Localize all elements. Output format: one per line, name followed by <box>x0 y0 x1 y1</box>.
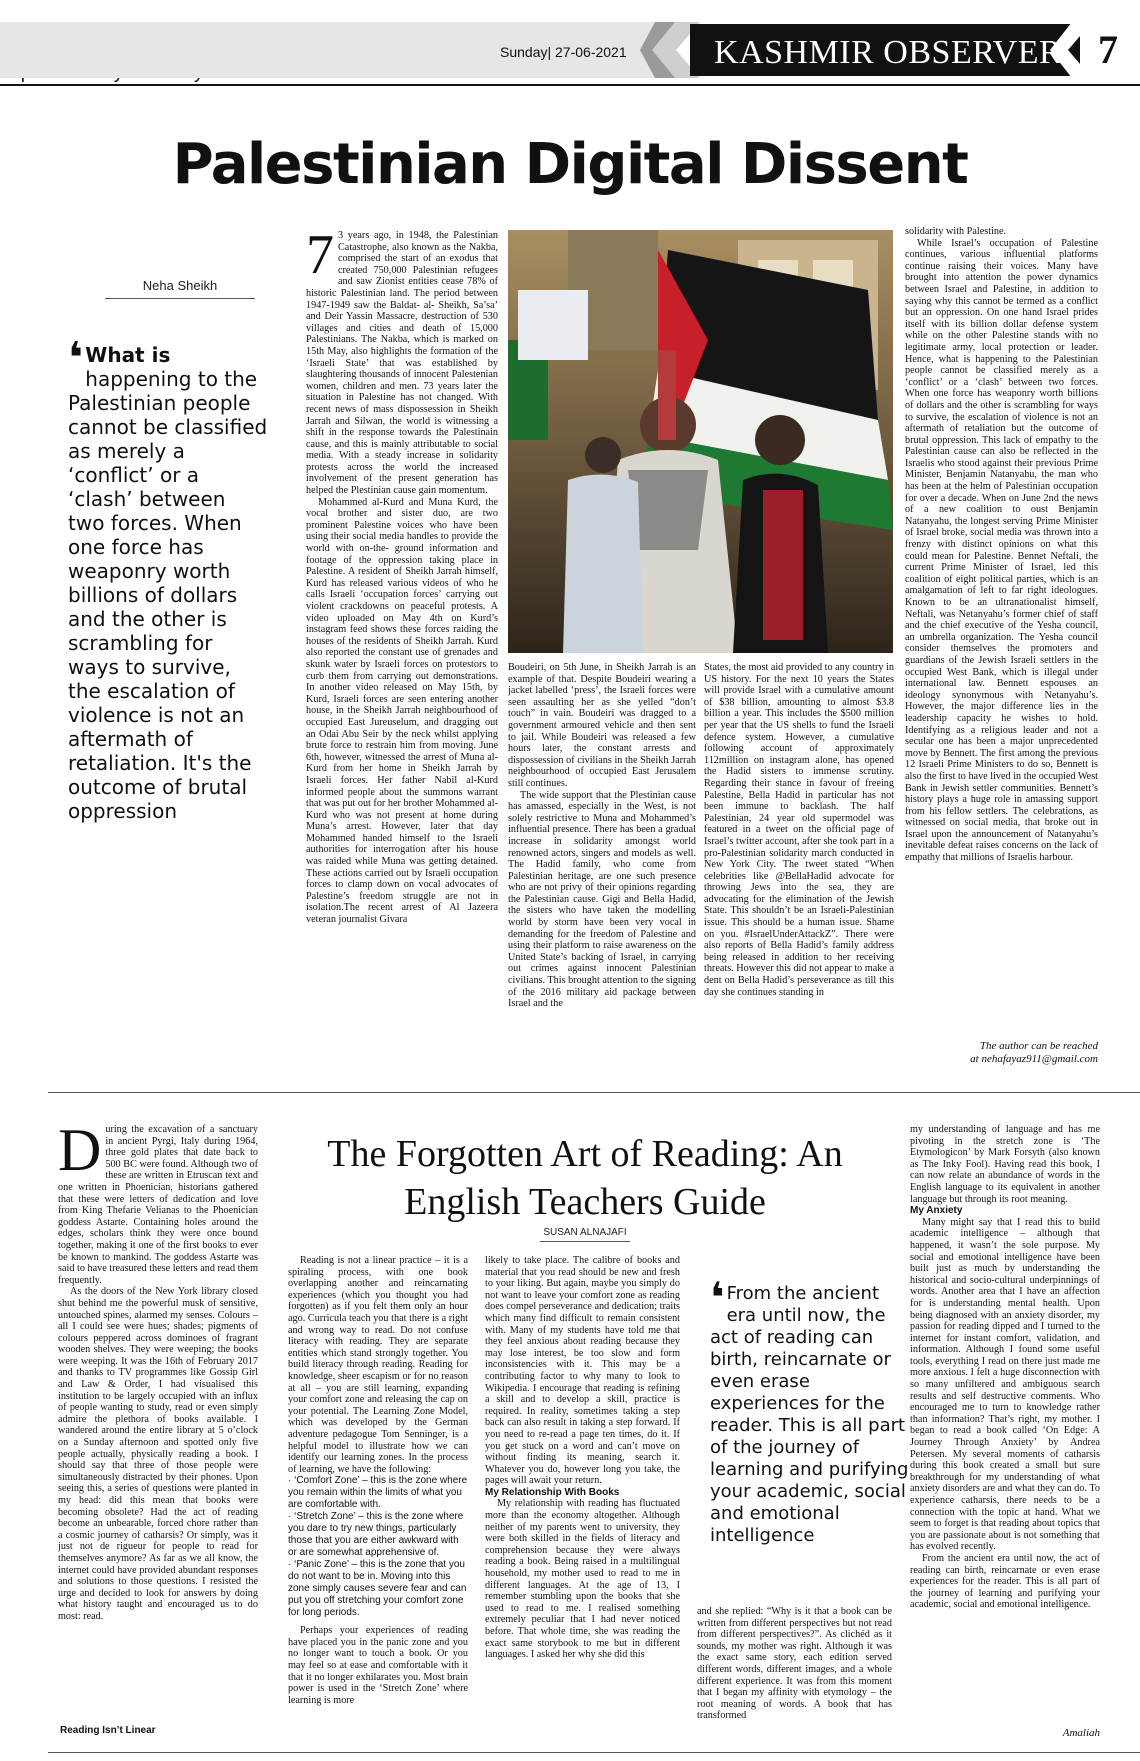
article-divider <box>48 1092 1140 1093</box>
article1-author-contact: The author can be reached at nehafayaz911@gmail.com <box>970 1040 1098 1065</box>
quote-mark-icon: ❛ <box>68 333 84 384</box>
page-header <box>0 22 1140 84</box>
article2-headline: The Forgotten Art of Reading: An English Teachers Guide <box>327 1133 843 1223</box>
issue-date: Sunday| 27-06-2021 <box>500 44 627 60</box>
article1-column-1: 7 3 years ago, in 1948, the Palestinian Catastrophe, also known as the Nakba, comprised the start of an exodus that created 750,000 Palestinian refugees and saw Zionist entities cease 78% of historic Palestinian land. The period between 1947-1949 saw the Baldat- al- Sheikh, Sa’sa’ and Deir Yassin Massacre, destruction of 530 villages and cities and death of 15,000 Palestinians. The Nakba, which is marked on 15th May, also highlights the formation of the ‘Israeli State’ that was established by slaughtering thousands of innocent Palestenian women, children and men. 73 years later the situation in Palestine has not changed. With recent news of mass dispossession in Sheikh Jarrah and Silwan, the world is witnessing a shift in the response towards the Palestinain cause, and this is mainly attributable to social media. With a steady increase in solidarity protests across the world the increased involvement of the present generation has helped the Plestinian cause gain momentum. Mohammed al-Kurd and Muna Kurd, the vocal brother and sister duo, are two prominent Palestine voices who have been using their social media handles to provide the world with on-the- ground information and footage of the oppression taking place in Palestine. A resident of Sheikh Jarrah himself, Kurd has released various videos of who he calls Israeli ‘occupation forces’ carrying out violent crackdowns on peaceful protests. A video uploaded on May 4th on Kurd’s instagram feed shows these forces raiding the houses of the residents of Sheikh Jarrah. Kurd also reported the constant use of grenades and skunk water by Israeli forces on protestors to curb them from carrying out demonstrations. In another video released on May 15th, by Kurd, Israeli forces are seen entering another house, in the Sheikh Jarrah neighbourhood of occupied East Jureuselum, and dragging out an Odai Abu Seir by the neck whilst applying brute force to restrain him from moving. June 6th, however, witnessed the arrest of Muna al-Kurd from her home in Sheikh Jarrah by Israeli forces. Her father Nabil al-Kurd informed people about the summons warrant that was put out for her brother Mohammed al-Kurd who was not present at home during Muna’s arrest. However, later that day Mohammed handed himself to the Israeli authorities for interrogation after his house was raided while Muna was getting detained. These actions carried out by Israeli occupation forces to clamp down on vocal advocates of Palestine’s freedom struggle are not in isolation.The recent arrest of Al Jazeera veteran journalist Givara <box>306 230 498 926</box>
drop-cap: 7 <box>306 230 334 286</box>
page-number: 7 <box>1098 27 1118 72</box>
byline-rule <box>105 298 255 299</box>
article2-source: Amaliah <box>1062 1727 1100 1739</box>
masthead: KASHMIR OBSERVER <box>714 34 1063 71</box>
subhead-anxiety: My Anxiety <box>910 1205 963 1217</box>
article2-pullquote: ❛ From the ancient era until now, the act of reading can birth, reincarnate or even erase experiences for the reader. This is all part of the journey of learning and purifying your academic, social and emotional intelligence <box>710 1273 909 1546</box>
article1-column-2: Boudeiri, on 5th June, in Sheikh Jarrah is an example of that. Despite Boudeiri wearing a jacket labelled ‘press’, the Israeli forces were seen assaulting her as she yelled “don’t touch” in vain. Boudeiri was dragged to a government armoured vehicle and then sent to jail. While Boudeiri was released a few hours later, the constant arrests and dispossession of civilians in the Sheikh Jarrah neighbourhood of occupied East Jerusalem still continues. The wide support that the Plestinian cause has amassed, especially in the West, is not solely restrictive to Muna and Mohammed’s influential presence. There has been a gradual increase in solidarity amongst world renowned actors, singers and models as well. The Hadid family, who come from Palestinian heritage, are one such presence who are not privy of their opinions regarding the Palestinian cause. Gigi and Bella Hadid, the sisters who have taken the modelling world by storm have been very vocal in demanding for the freedom of Palestine and using their platform to raise awareness on the United State’s backing of Israel, in carrying out crimes against innocent Palestinian civilians. This brought attention to the signing of the 2016 military aid package between Israel and the <box>508 662 696 1010</box>
article2-column-5: my understanding of language and has me pivoting in the stretch zone is ‘The Etymologicon’ by Mark Forsyth (also known as The Inky Fool). Having read this book, I can now relate an abundance of words in the English language to its equivalent in another language but through its root meaning. My Anxiety Many might say that I read this to build academic intelligence – although that happened, it wasn’t the sole purpose. My social and emotional intelligence have been built just as much by understanding the historical and socio-cultural underpinnings of words. Another area that I have an affection for is understanding mental health. Upon being diagnosed with an anxiety disorder, my passion for reading dipped and I turned to the internet for instant comfort, validation, and information. Although I found some useful tools, everything I read on there just made me more anxious. I felt a huge disconnection with so many unfiltered and ambiguous search results and self destructive comments. Who encouraged me to turn to knowledge rather than information? That’s right, my mother. I began to read a book called ‘On Edge: A Journey Through Anxiety’ by Andrea Petersen. My several moments of catharsis during this book created a small but sure breakthrough for my understanding of what anxiety disorders are and what they can do. To experience catharsis, there needs to be a connection with the topic at hand. What we seem to forget is that reading about topics that you are passionate about is not something that has evolved recently. From the ancient era until now, the act of reading can birth, reincarnate or even erase experiences for the reader. This is all part of the journey of learning and purifying your academic, social and emotional intelligence. <box>910 1124 1100 1611</box>
article2-column-4: and she replied: “Why is it that a book can be written from different perspectives but not read from different perspectives?”. As clichéd as it sounds, my mother was right. Although it was the exact same story, each edition served different words, different images, and a whole different experience. It was from this moment that I began my affinity with etymology – the root meaning of words. A book that has transformed <box>697 1606 892 1722</box>
subhead-reading: Reading Isn’t Linear <box>60 1725 156 1736</box>
quote-mark-icon: ❛ <box>710 1273 725 1322</box>
article1-column-3: States, the most aid provided to any country in US history. For the next 10 years the States will provide Israel with a cumulative amount of $38 billion, amounting to almost $3.8 billion a year. This includes the $500 million per year that the US shells to fund the Israeli defence system. However, a cumulative following account of approximately 112million on instagram alone, has opened the Hadid sisters to immense scrutiny. Regarding their stance in favour of freeing Palestine, Bella Hadid in particular has not been immune to backlash. The half Palestinian, 24 year old supermodel was featured in a tweet on the official page of Israel’s twitter account, after she took part in a pro-Palestinian solidarity march conducted in New York City. The tweet stated “When celebrities like @BellaHadid advocate for throwing Jews into the sea, they are advocating for the elimination of the Jewish State. This shouldn’t be an Israeli-Palestinian issue. This should be a human issue. Shame on you. #IsraelUnderAttackZ”. There were also reports of Bella Hadid’s family address being released in addition to her receiving threats. However this did not appear to make a dent on Bella Hadid’s perseverance as till this day she continues standing in <box>704 662 894 998</box>
article1-byline: Neha Sheikh <box>142 278 218 293</box>
article1-pullquote: ❛ What is happening to the Palestinian people cannot be classified as merely a ‘conflict’ or a ‘clash’ between two forces. When one force has weaponry worth billions of dollars and the other is scrambling for ways to survive, the escalation of violence is not an aftermath of retaliation. It's the outcome of brutal oppression <box>68 333 268 823</box>
drop-cap: D <box>58 1124 102 1183</box>
article2-column-1: During the excavation of a sanctuary in ancient Pyrgi, Italy during 1964, three gold plates that date back to 500 BC were found. Although two of these are written in Etruscan text and one written in Phoenician, historians gathered that these were letters of dedication and love from King Thefarie Velianas to the Phoenician goddess Astarte. Containing holes around the edges, scholars think they were once bound together, making it one of the first books to ever be known to mankind. The goddess Astarte was said to have treasured these letters and read them frequently. As the doors of the New York library closed shut behind me the powerful musk of sensitive, untouched spines, alarmed my senses. Colours – all I could see were hues; shades; pigments of colours peppered across dominoes of fragrant wooden shelves. They were weeping; the books were weeping. It was the 16th of February 2017 and thanks to TV programmes like Gossip Girl and Law & Order, I had visualised this institution to be largely occupied with an influx of people wanting to study, read or even simply admire the plethora of books available. I wandered around the entire library at 5 o’clock on a Sunday afternoon and spotted only five people actually, physically reading a book. I should say that three of those people were simultaneously distracted by their phones. Upon seeing this, a series of questions were planted in my head: did this mean that books were becoming obsolete? Had the act of reading become an unbearable, forced chore rather than a cosmic journey of catharsis? Or simply, was it just not de rigueur for people to read for themselves anymore? As far as we all know, the internet could have provided abundant responses and solutions to those questions. I resisted the urge and decided to look for answers by doing what history taught and encouraged us to do most: read. <box>58 1124 258 1622</box>
article2-byline: SUSAN ALNAJAFI <box>543 1227 627 1238</box>
article1-column-4: solidarity with Palestine. While Israel’s occupation of Palestine continues, various influential platforms continue raising their voices. Many have brought into attention the power dynamics between Israel and Palestine, in addition to saying why this cannot be termed as a conflict but an oppression. On one hand Israel prides itself with its billion dollar defense system while on the other Palestine stands with no legitimate army, local protection or leader. Hence, what is happening to the Palestinian people cannot be classified merely as a ‘conflict’ or a ‘clash’ between two forces. When one force has weaponry worth billions of dollars and the other is scrambling for ways to survive, the escalation of violence is not an aftermath of retaliation but the outcome of brutal oppression. This lack of empathy to the Palestinian cause can also be reflected in the Israelis who stood against their previous Prime Minister, Benjamin Natanyahu, the man who has been at the helm of Palestinian occupation for over a decade. When on June 2nd the news of a new coalition to oust Benjamin Natanyahu, the longest serving Prime Minister of Israel broke, social media was thrown into a frenzy with distinct opinions on what this could mean for Palestine. Bennet Neftali, the current Prime Minister of Israel, led this coalition of eight political parties, which is an amalgamation of left to far right ideologues. Known to be an ultranationalist himself, Neftali, was Netanyahu’s former chief of staff and the chief executive of the Yesha council, an umbrella organization. The Yesha council consider themselves the promoters and guardians of the Jewish Israeli settlers in the occupied West Bank, which is illegal under international law. Bennett espouses an ideology synonymous with Netanyahu’s. However, the major difference lies in the leadership capacity he wishes to hold. Identifying as a religious leader and not a secular one has been a major unprecedented move by Bennett. The first among the previous 12 Israeli Prime Ministers to do so, Bennett is also the first to have lived in the occupied West Bank in Jewish settler communities. Bennett’s history plays a huge role in amassing support from his fellow settlers. The celebrations, as witnessed on social media, that broke out in Israel upon the announcement of Natanyahu’s inevitable defeat raises concerns on the lack of empathy that millions of Israelis harbour. <box>905 226 1098 864</box>
article1-headline: Palestinian Digital Dissent <box>172 132 968 197</box>
protest-photo <box>508 230 893 653</box>
footer-divider <box>48 1752 1140 1753</box>
article2-column-3: likely to take place. The calibre of books and material that you read should be new and fresh to your liking. But again, maybe you simply do not want to leave your comfort zone as reading does compel perseverance and dedication; traits which many find difficult to remain consistent with. Many of my students have told me that they feel anxious about reading because they may lose interest, be too slow and form inconsistencies with it. This may be a contributing factor to why many to look to Wikipedia. I encourage that reading is refining a skill and to develop a skill, practice is required. In reality, sometimes taking a step back can also result in taking a step forward. If you need to re-read a page ten times, do it. If you get stuck on a word and can’t move on without finding its meaning, search it. Whatever you do, however long you take, the pages will await your return. My Relationship With Books My relationship with reading has fluctuated more than the economy altogether. Although neither of my parents went to university, they were both skilled in the fields of literacy and comprehension because they were always reading a book. Being raised in a multilingual household, my mother used to read to me in different languages. At the age of 13, I remember stumbling upon the books that she used to read to me. I realised something extremely peculiar that I had never noticed before. That whole time, she was reading the exact same storybook to me but in different languages. I asked her why she did this <box>485 1255 680 1661</box>
byline-rule <box>540 1241 630 1242</box>
header-divider <box>0 84 1140 86</box>
article2-column-2: Reading is not a linear practice – it is a spiraling process, with one book overlapping another and reincarnating experiences (which you thought you had forgotten) as if you felt them only an hour ago. Curricula teach you that there is a right and wrong way to read. Do not confuse literacy with reading. They are separate entities which stand strongly together. You build literacy through reading. Reading for knowledge, sheer escapism or for no reason at all – you are still learning, expanding your comfort zone and releasing the cap on your potential. The Learning Zone Model, which was developed by the German adventure pedagogue Tom Senninger, is a helpful model to illustrate how we can identify our learning zones. In the process of learning, we have the following: · ‘Comfort Zone’ – this is the zone where you remain within the limits of what you are comfortable with. · ‘Stretch Zone’ – this is the zone where you dare to try new things, particularly those that you are either awkward with or are somewhat apprehensive of. · ‘Panic Zone’ – this is the zone that you do not want to be in. Moving into this zone simply causes severe fear and can put you off stretching your comfort zone for long periods. Perhaps your experiences of reading have placed you in the panic zone and you no longer want to touch a book. Or you may feel so at ease and comfortable with it that it no longer exhilarates you. Most brain power is used in the ‘Stretch Zone’ where learning is more <box>288 1255 468 1706</box>
subhead-relationship: My Relationship With Books <box>485 1486 620 1498</box>
